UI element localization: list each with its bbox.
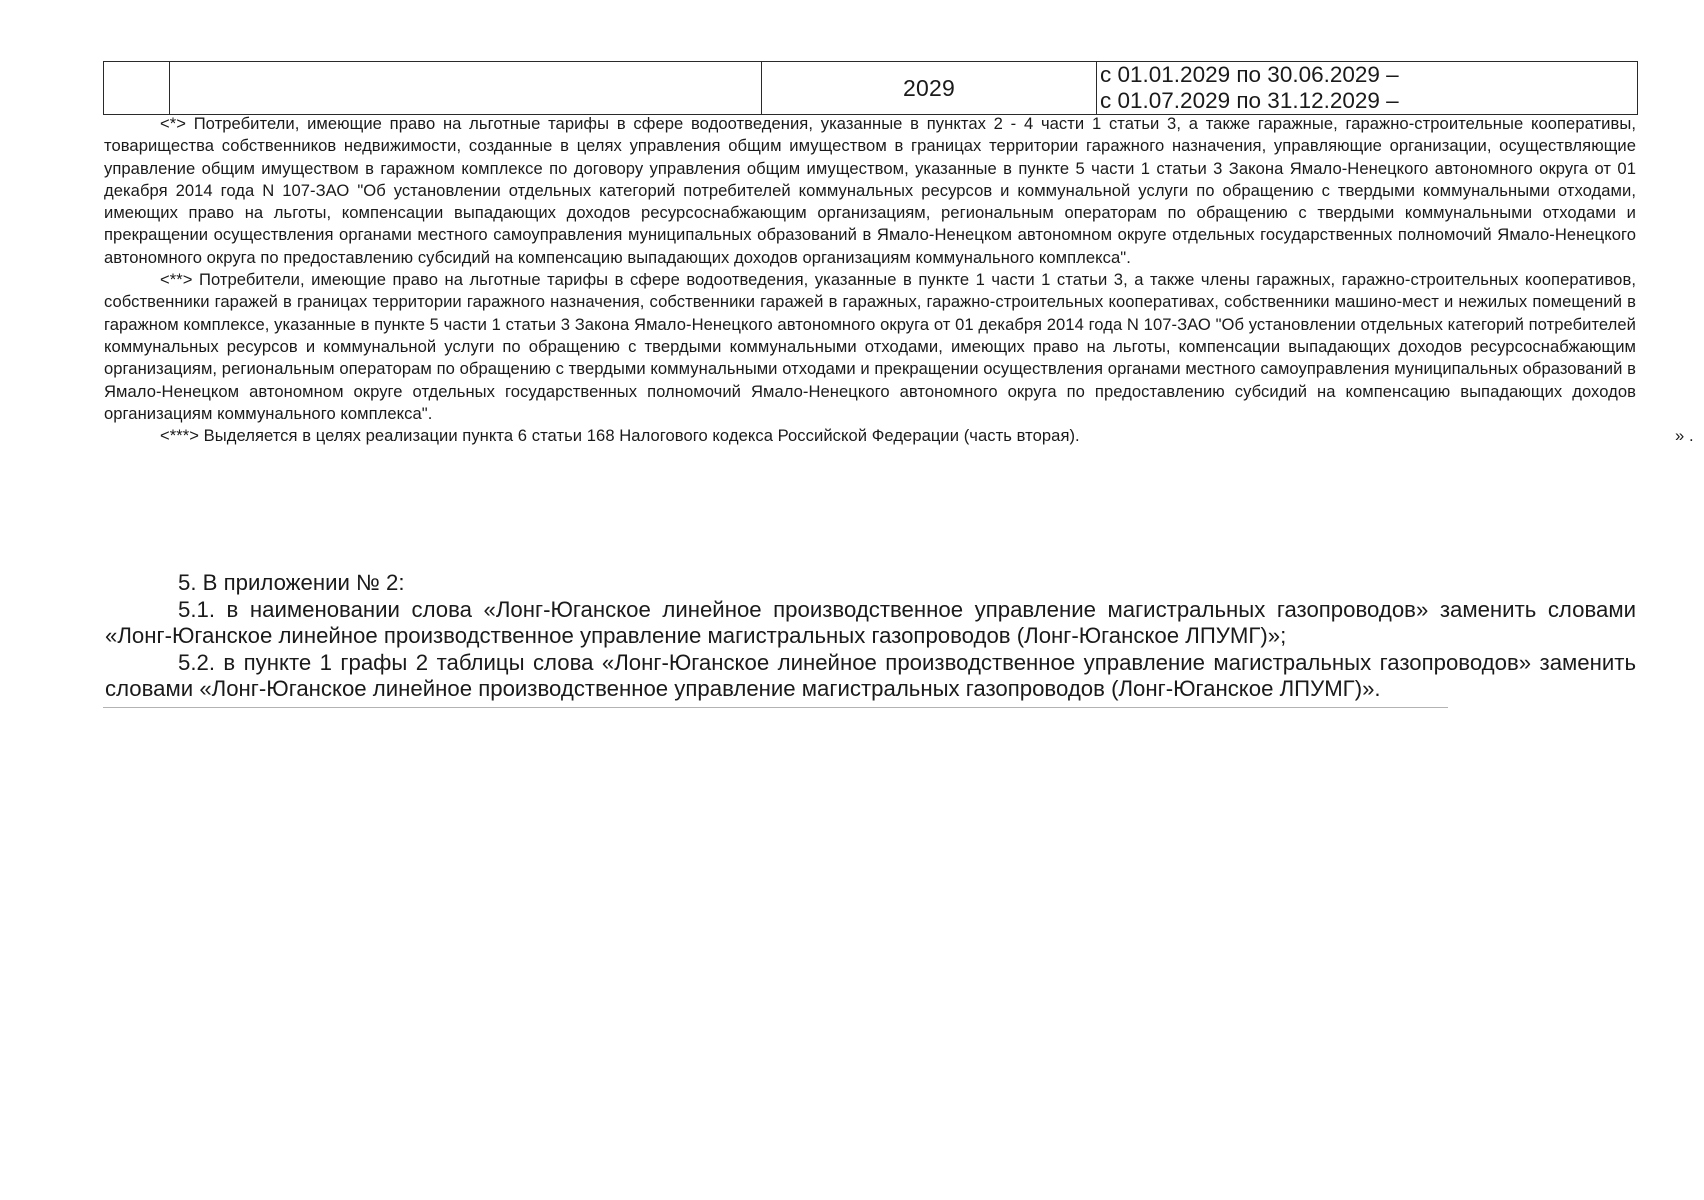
item-5-1: 5.1. в наименовании слова «Лонг-Юганское линейное производственное управление магистральных газопроводов» заменить словами «Лонг-Юганское линейное производственное управление магистральных газопроводов (Лонг-Юганское ЛПУМГ)»;: [105, 596, 1636, 649]
period-first-half: с 01.01.2029 по 30.06.2029 –: [1100, 62, 1399, 87]
empty-cell-number: [104, 62, 170, 115]
item-5-2: 5.2. в пункте 1 графы 2 таблицы слова «Лонг-Юганское линейное производственное управление магистральных газопроводов» заменить словами «Лонг-Юганское линейное производственное управление магистральных газопроводов (Лонг-Юганское ЛПУМГ)».: [105, 649, 1636, 702]
footnote-triple-star-line: [104, 425, 1694, 447]
table-row: [104, 62, 1638, 115]
tariff-table: [103, 61, 1638, 115]
amendments-body: [105, 570, 1636, 703]
faint-underline-artifact: [103, 707, 1448, 708]
closing-quote-mark: » .: [1675, 426, 1694, 446]
period-second-half: с 01.07.2029 по 31.12.2029 –: [1100, 88, 1399, 113]
footnote-double-star: <**> Потребители, имеющие право на льготные тарифы в сфере водоотведения, указанные в пункте 1 части 1 статьи 3, а также члены гаражных, гаражно-строительных кооперативов, собственники гаражей в границах территории гаражного назначения, собственники гаражей в гаражных, гаражно-строительных кооперативах, собственники машино-мест и нежилых помещений в гаражном комплексе, указанные в пункте 5 части 1 статьи 3 Закона Ямало-Ненецкого автономного округа от 01 декабря 2014 года N 107-ЗАО "Об установлении отдельных категорий потребителей коммунальных ресурсов и коммунальной услуги по обращению с твердыми коммунальными отходами, имеющих право на льготы, компенсации выпадающих доходов ресурсоснабжающим организациям, региональным операторам по обращению с твердыми коммунальными отходами и прекращении осуществления органами местного самоуправления муниципальных образований в Ямало-Ненецком автономном округе отдельных государственных полномочий Ямало-Ненецкого автономного округа по предоставлению субсидий на компенсацию выпадающих доходов организациям коммунального комплекса".: [104, 270, 1636, 423]
footnote-triple-star: <***> Выделяется в целях реализации пункта 6 статьи 168 Налогового кодекса Российской Федерации (часть вторая).: [160, 426, 1080, 446]
periods-cell: [1097, 62, 1638, 115]
footnote-single-star: <*> Потребители, имеющие право на льготные тарифы в сфере водоотведения, указанные в пунктах 2 - 4 части 1 статьи 3, а также гаражные, гаражно-строительные кооперативы, товарищества собственников недвижимости, созданные в целях управления общим имуществом в границах территории гаражного назначения, управляющие организации, осуществляющие управление общим имуществом в гаражном комплексе по договору управления общим имуществом, указанные в пункте 5 части 1 статьи 3 Закона Ямало-Ненецкого автономного округа от 01 декабря 2014 года N 107-ЗАО "Об установлении отдельных категорий потребителей коммунальных ресурсов и коммунальной услуги по обращению с твердыми коммунальными отходами, имеющих право на льготы, компенсации выпадающих доходов ресурсоснабжающим организациям, региональным операторам по обращению с твердыми коммунальными отходами и прекращении осуществления органами местного самоуправления муниципальных образований в Ямало-Ненецком автономном округе отдельных государственных полномочий Ямало-Ненецкого автономного округа по предоставлению субсидий на компенсацию выпадающих доходов организациям коммунального комплекса".: [104, 114, 1636, 267]
year-cell: 2029: [762, 62, 1097, 115]
section-5-heading: 5. В приложении № 2:: [178, 570, 405, 595]
footnotes: [104, 113, 1694, 447]
empty-cell-name: [170, 62, 762, 115]
